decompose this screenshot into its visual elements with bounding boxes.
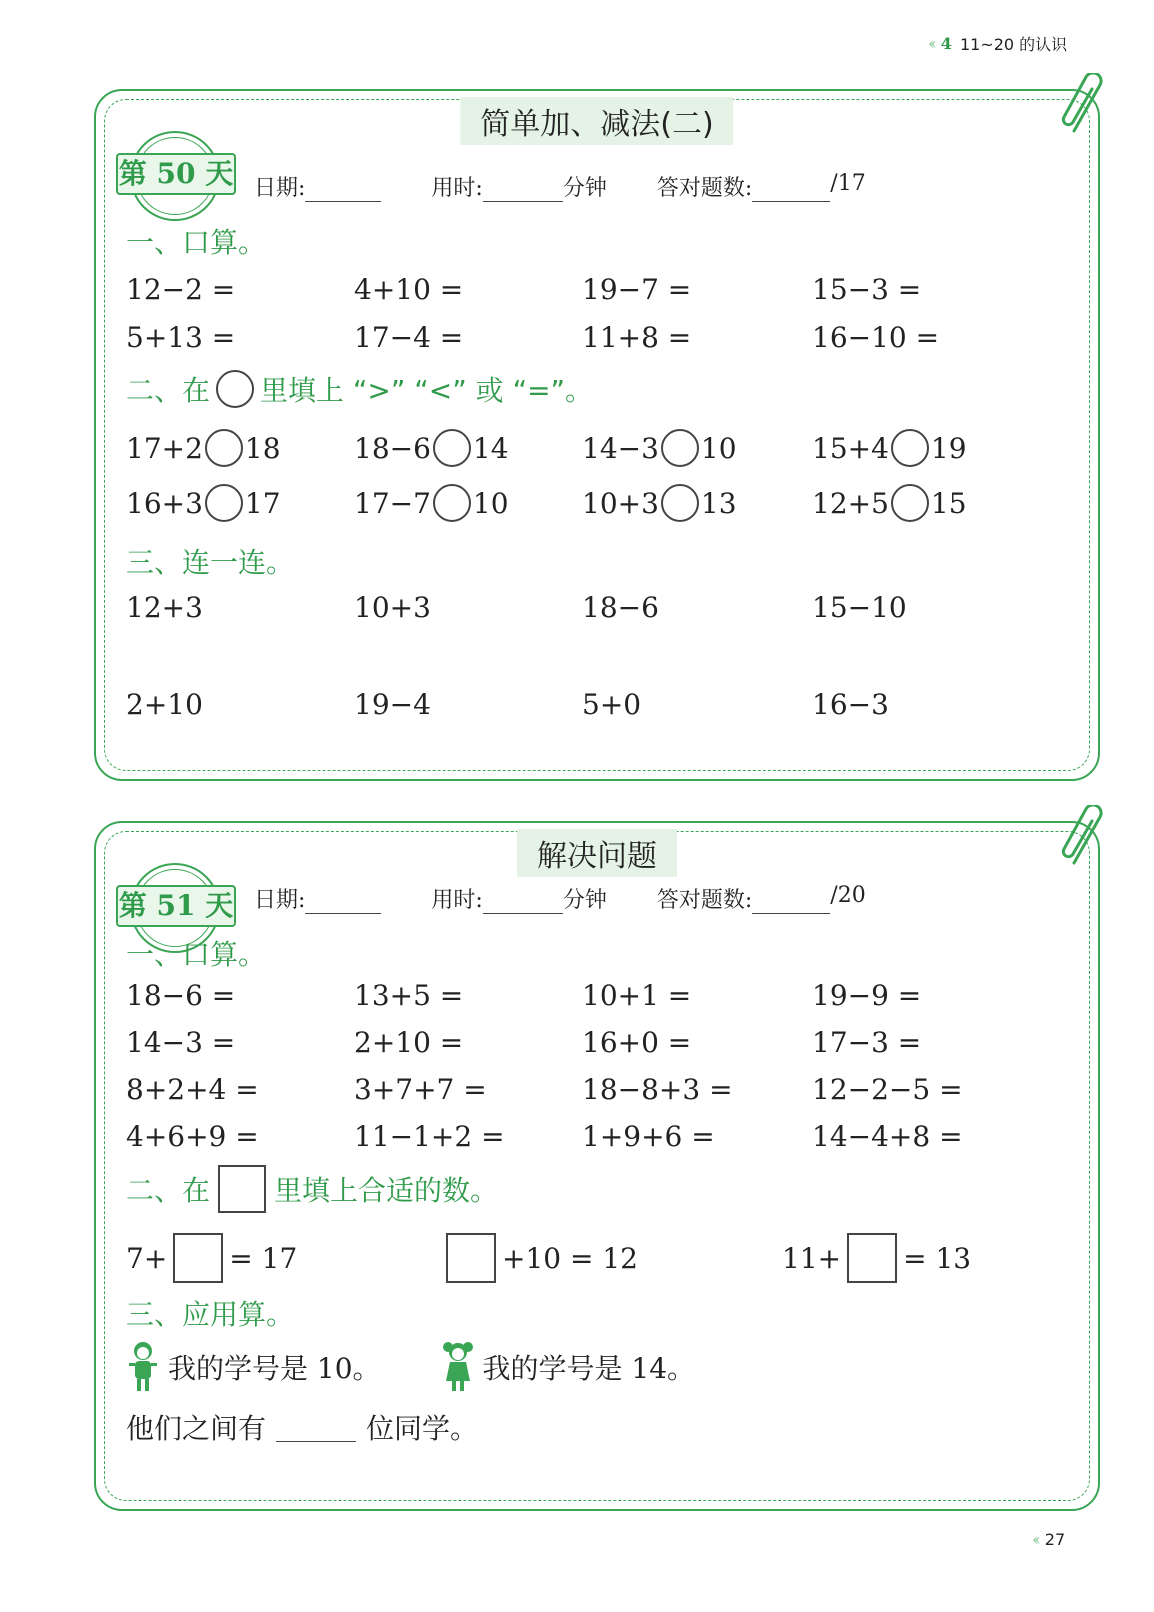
compare-left: 18−6 xyxy=(354,431,431,465)
section-application: 三、应用算。 xyxy=(126,1298,295,1331)
date-label: 日期: xyxy=(254,176,306,201)
answer-circle[interactable] xyxy=(205,484,243,522)
compare-right: 10 xyxy=(472,486,509,520)
section-oral: 一、口算。 xyxy=(126,226,267,259)
section-oral: 一、口算。 xyxy=(126,938,267,971)
score-total: /20 xyxy=(830,883,866,908)
oral-item[interactable]: 15−3 = xyxy=(812,273,922,306)
oral-row xyxy=(126,1073,1046,1109)
oral-row xyxy=(126,1120,1046,1156)
date-blank[interactable] xyxy=(305,171,381,202)
compare-item xyxy=(126,429,281,467)
question-text-b: 位同学。 xyxy=(366,1412,479,1445)
oral-row xyxy=(126,979,1046,1015)
oral-item[interactable]: 8+2+4 = xyxy=(126,1073,259,1106)
compare-left: 14−3 xyxy=(582,431,659,465)
compare-right: 13 xyxy=(700,486,737,520)
dialogue-line xyxy=(126,1339,695,1395)
compare-right: 15 xyxy=(930,486,967,520)
connect-item[interactable]: 2+10 xyxy=(126,688,203,721)
oral-item[interactable]: 13+5 = xyxy=(354,979,464,1012)
fill-item xyxy=(782,1231,971,1285)
answer-circle[interactable] xyxy=(661,429,699,467)
oral-item[interactable]: 12−2 = xyxy=(126,273,236,306)
answer-circle[interactable] xyxy=(891,484,929,522)
compare-item xyxy=(812,429,967,467)
score-total: /17 xyxy=(830,171,866,196)
connect-item[interactable]: 12+3 xyxy=(126,591,203,624)
compare-right: 17 xyxy=(244,486,281,520)
section-fill-label-a: 二、在 xyxy=(126,1174,211,1207)
question-text-a: 他们之间有 xyxy=(126,1412,267,1445)
compare-item xyxy=(354,429,509,467)
time-label: 用时: xyxy=(431,888,483,913)
connect-item[interactable]: 19−4 xyxy=(354,688,431,721)
compare-item xyxy=(126,484,281,522)
example-box xyxy=(218,1165,266,1213)
record-info xyxy=(254,171,866,202)
boy-speech: 我的学号是 10。 xyxy=(168,1352,381,1385)
oral-item[interactable]: 14−4+8 = xyxy=(812,1120,963,1153)
oral-item[interactable]: 19−9 = xyxy=(812,979,922,1012)
connect-item[interactable]: 15−10 xyxy=(812,591,907,624)
day51-card xyxy=(94,821,1100,1511)
oral-item[interactable]: 12−2−5 = xyxy=(812,1073,963,1106)
oral-item[interactable]: 10+1 = xyxy=(582,979,692,1012)
compare-row xyxy=(126,484,1046,520)
lesson-title: 解决问题 xyxy=(517,829,677,877)
score-blank[interactable] xyxy=(752,883,830,914)
section-compare xyxy=(126,369,593,409)
compare-row xyxy=(126,429,1046,465)
compare-right: 18 xyxy=(244,431,281,465)
oral-item[interactable]: 11−1+2 = xyxy=(354,1120,505,1153)
chapter-title: 11~20 的认识 xyxy=(959,35,1068,54)
compare-right: 10 xyxy=(700,431,737,465)
oral-row xyxy=(126,273,1046,309)
date-label: 日期: xyxy=(254,888,306,913)
connect-row-bottom xyxy=(126,688,1046,724)
section-fill xyxy=(126,1165,498,1213)
oral-item[interactable]: 14−3 = xyxy=(126,1026,236,1059)
chapter-number: 4 xyxy=(940,34,952,53)
compare-right: 19 xyxy=(930,431,967,465)
section-fill-label-b: 里填上合适的数。 xyxy=(274,1174,499,1207)
oral-item[interactable]: 18−8+3 = xyxy=(582,1073,733,1106)
girl-student-icon xyxy=(441,1339,475,1395)
oral-item[interactable]: 4+10 = xyxy=(354,273,464,306)
answer-circle[interactable] xyxy=(891,429,929,467)
oral-item[interactable]: 5+13 = xyxy=(126,321,236,354)
question-line xyxy=(126,1407,478,1447)
answer-box[interactable] xyxy=(173,1233,223,1283)
page-header xyxy=(928,32,1067,55)
girl-speech: 我的学号是 14。 xyxy=(482,1352,696,1385)
compare-item xyxy=(582,429,737,467)
answer-circle[interactable] xyxy=(205,429,243,467)
oral-item[interactable]: 1+9+6 = xyxy=(582,1120,715,1153)
chevron-left-icon: ‹‹ xyxy=(1032,1530,1037,1549)
paperclip-icon xyxy=(1060,73,1110,143)
connect-item[interactable]: 5+0 xyxy=(582,688,642,721)
compare-item xyxy=(582,484,737,522)
oral-item[interactable]: 4+6+9 = xyxy=(126,1120,259,1153)
day-badge xyxy=(116,131,236,215)
connect-row-top xyxy=(126,591,1046,627)
oral-item[interactable]: 2+10 = xyxy=(354,1026,464,1059)
badge-label: 第 51 天 xyxy=(116,885,236,927)
time-blank[interactable] xyxy=(483,883,563,914)
answer-circle[interactable] xyxy=(433,484,471,522)
answer-blank[interactable] xyxy=(276,1412,356,1442)
connect-item[interactable]: 16−3 xyxy=(812,688,889,721)
oral-item[interactable]: 19−7 = xyxy=(582,273,692,306)
answer-circle[interactable] xyxy=(433,429,471,467)
compare-left: 10+3 xyxy=(582,486,659,520)
oral-item[interactable]: 3+7+7 = xyxy=(354,1073,487,1106)
oral-item[interactable]: 16+0 = xyxy=(582,1026,692,1059)
oral-row xyxy=(126,1026,1046,1062)
fill-prefix: 11+ xyxy=(782,1241,842,1275)
chevron-left-icon: ‹‹ xyxy=(928,34,933,53)
fill-prefix: 7+ xyxy=(126,1241,168,1275)
answer-circle[interactable] xyxy=(661,484,699,522)
compare-item xyxy=(354,484,509,522)
section-connect: 三、连一连。 xyxy=(126,546,295,579)
time-unit: 分钟 xyxy=(562,176,607,201)
answer-box[interactable] xyxy=(446,1233,496,1283)
section-compare-label-a: 二、在 xyxy=(126,374,211,407)
boy-student-icon xyxy=(126,1339,160,1395)
oral-item[interactable]: 17−3 = xyxy=(812,1026,922,1059)
lesson-title: 简单加、减法(二) xyxy=(460,97,733,145)
connect-item[interactable]: 10+3 xyxy=(354,591,431,624)
compare-left: 17−7 xyxy=(354,486,431,520)
oral-item[interactable]: 11+8 = xyxy=(582,321,692,354)
fill-suffix: = 13 xyxy=(903,1241,972,1275)
example-circle xyxy=(216,370,254,408)
section-compare-label-b: 里填上 “>” “<” 或 “=”。 xyxy=(260,374,594,407)
score-label: 答对题数: xyxy=(656,176,753,201)
oral-item[interactable]: 17−4 = xyxy=(354,321,464,354)
record-info xyxy=(254,883,866,914)
compare-left: 12+5 xyxy=(812,486,889,520)
score-blank[interactable] xyxy=(752,171,830,202)
page-footer xyxy=(1032,1530,1065,1549)
oral-row xyxy=(126,321,1046,357)
compare-item xyxy=(812,484,967,522)
oral-item[interactable]: 18−6 = xyxy=(126,979,236,1012)
compare-left: 16+3 xyxy=(126,486,203,520)
badge-label: 第 50 天 xyxy=(116,153,236,195)
time-label: 用时: xyxy=(431,176,483,201)
fill-item xyxy=(126,1231,297,1285)
day50-card xyxy=(94,89,1100,781)
paperclip-icon xyxy=(1060,805,1110,875)
answer-box[interactable] xyxy=(847,1233,897,1283)
time-unit: 分钟 xyxy=(562,888,607,913)
compare-right: 14 xyxy=(472,431,509,465)
date-blank[interactable] xyxy=(305,883,381,914)
oral-item[interactable]: 16−10 = xyxy=(812,321,940,354)
time-blank[interactable] xyxy=(483,171,563,202)
compare-left: 15+4 xyxy=(812,431,889,465)
fill-item xyxy=(440,1231,638,1285)
score-label: 答对题数: xyxy=(656,888,753,913)
compare-left: 17+2 xyxy=(126,431,203,465)
page-number: 27 xyxy=(1044,1530,1066,1549)
fill-suffix: +10 = 12 xyxy=(502,1241,638,1275)
fill-suffix: = 17 xyxy=(229,1241,298,1275)
connect-item[interactable]: 18−6 xyxy=(582,591,659,624)
fill-row xyxy=(126,1231,1046,1285)
